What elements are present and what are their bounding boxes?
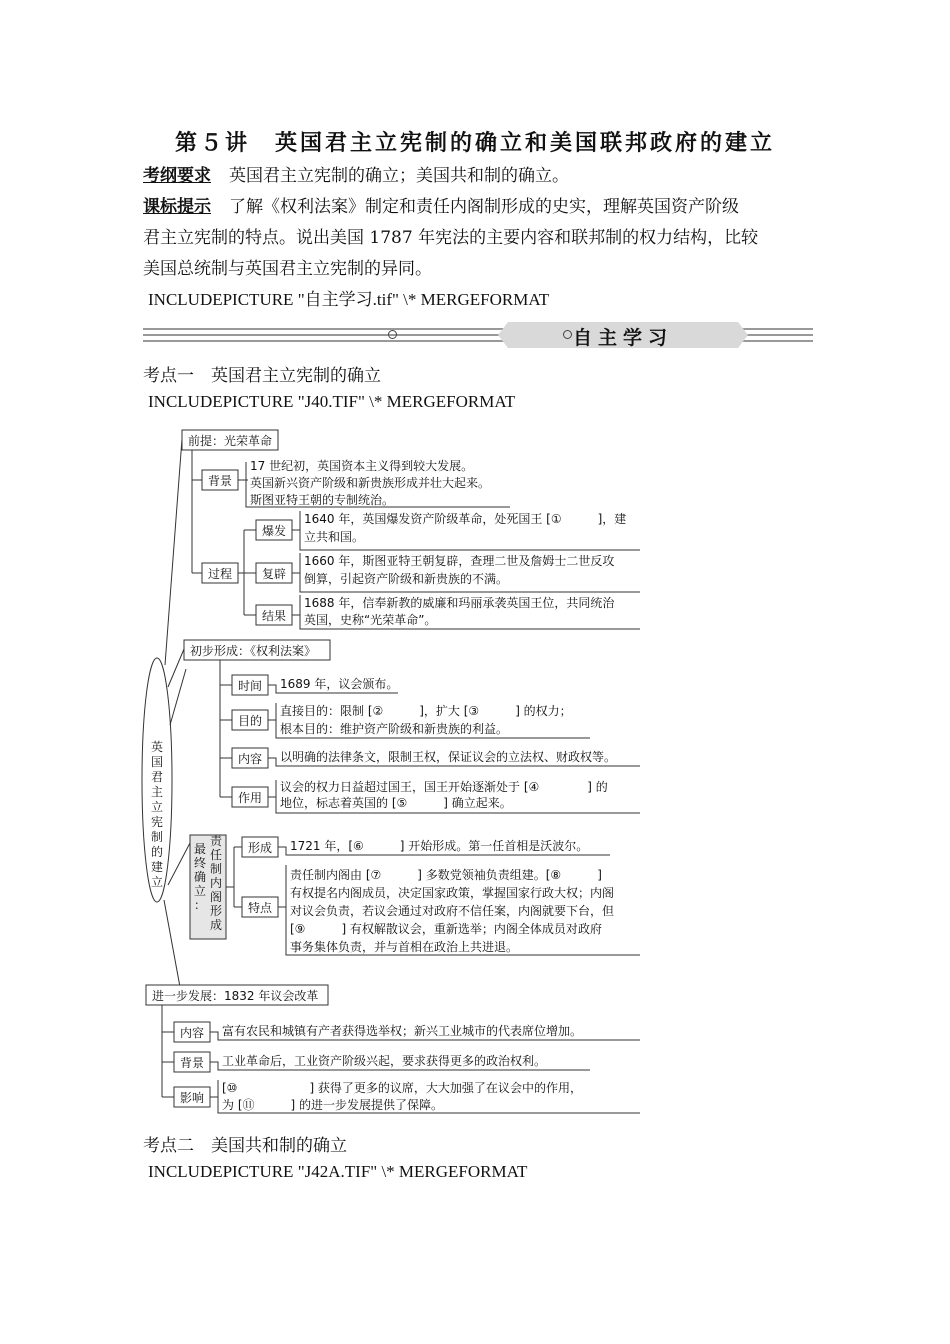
root-char: 宪 — [150, 815, 164, 829]
include-field-2: INCLUDEPICTURE "J40.TIF" \* MERGEFORMAT — [148, 392, 516, 411]
feature-line-1: 责任制内阁由 [⑦ ] 多数党领袖负责组建。[⑧ ] — [290, 868, 602, 882]
root-text — [151, 740, 163, 889]
premise-tree-lines — [192, 450, 202, 573]
page-title: 第５讲 英国君主立宪制的确立和美国联邦政府的建立 — [174, 130, 775, 156]
root-char: 立 — [150, 800, 164, 814]
initial-tree-lines — [220, 660, 232, 797]
include-field-1: INCLUDEPICTURE "自主学习.tif" \* MERGEFORMAT — [148, 290, 550, 309]
root-char: 国 — [150, 755, 164, 769]
standard-line-2: 君主立宪制的特点。说出美国 1787 年宪法的主要内容和联邦制的权力结构，比较 — [143, 228, 759, 248]
further-content-text: 富有农民和城镇有产者获得选举权；新兴工业城市的代表席位增加。 — [222, 1024, 583, 1038]
result-line-1: 1688 年，信奉新教的威廉和玛丽承袭英国王位，共同统治 — [304, 596, 615, 610]
section-1-heading: 考点一 英国君主立宪制的确立 — [143, 366, 381, 386]
svg-text:：: ： — [193, 898, 207, 912]
time-text: 1689 年，议会颁布。 — [280, 677, 399, 691]
background-line-3: 斯图亚特王朝的专制统治。 — [250, 493, 395, 507]
svg-text:终: 终 — [193, 856, 207, 870]
outbreak-line-1: 1640 年，英国爆发资产阶级革命，处死国王 [① ]，建 — [304, 512, 627, 526]
root-char: 建 — [150, 860, 164, 874]
feature-line-4: [⑨ ] 有权解散议会，重新选举；内阁全体成员对政府 — [290, 922, 602, 936]
further-background-label: 背景 — [180, 1056, 205, 1070]
aim-line-1: 直接目的：限制 [② ]，扩大 [③ ] 的权力； — [280, 704, 572, 718]
further-background-text: 工业革命后，工业资产阶级兴起，要求获得更多的政治权利。 — [222, 1054, 547, 1068]
background-line-2: 英国新兴资产阶级和新贵族形成并壮大起来。 — [250, 476, 491, 490]
result-label: 结果 — [262, 609, 287, 623]
restoration-label: 复辟 — [262, 567, 287, 581]
svg-text:制: 制 — [209, 862, 223, 876]
root-char: 君 — [150, 770, 164, 784]
final-tree-lines — [226, 847, 242, 907]
effect-label: 作用 — [238, 791, 263, 805]
background-label: 背景 — [208, 474, 233, 488]
feature-line-5: 事务集体负责，并与首相在政治上共进退。 — [290, 940, 519, 954]
standard-line-1: 了解《权利法案》制定和责任内阁制形成的史实，理解英国资产阶级 — [229, 197, 739, 217]
content-text: 以明确的法律条文，限制王权，保证议会的立法权、财政权等。 — [280, 750, 617, 764]
mind-map-diagram — [140, 425, 650, 1120]
outbreak-line-2: 立共和国。 — [304, 530, 365, 544]
svg-text:成: 成 — [209, 918, 223, 932]
svg-text:形: 形 — [209, 904, 223, 918]
process-label: 过程 — [208, 567, 233, 581]
requirement-label: 考纲要求 — [143, 166, 211, 186]
further-impact-label: 影响 — [180, 1091, 205, 1105]
root-char: 立 — [150, 875, 164, 889]
include-field-3: INCLUDEPICTURE "J42A.TIF" \* MERGEFORMAT — [148, 1162, 528, 1181]
outbreak-label: 爆发 — [262, 524, 287, 538]
effect-line-1: 议会的权力日益超过国王，国王开始逐渐处于 [④ ] 的 — [280, 780, 608, 794]
background-line-1: 17 世纪初，英国资本主义得到较大发展。 — [250, 459, 474, 473]
form-label: 形成 — [248, 841, 273, 855]
svg-text:任: 任 — [209, 848, 223, 862]
banner-title: 自主学习 — [572, 327, 673, 349]
svg-text:确: 确 — [193, 870, 207, 884]
section-banner — [143, 322, 813, 348]
standard-label: 课标提示 — [143, 197, 211, 217]
svg-text:责: 责 — [209, 834, 223, 848]
effect-line-2: 地位，标志着英国的 [⑤ ] 确立起来。 — [280, 796, 512, 810]
restoration-line-1: 1660 年，斯图亚特王朝复辟，查理二世及詹姆士二世反攻 — [304, 554, 615, 568]
svg-text:立: 立 — [193, 884, 207, 898]
initial-formation-label: 初步形成：《权利法案》 — [190, 644, 317, 658]
requirement-paragraph — [143, 161, 813, 192]
further-impact-line-2: 为 [⑪ ] 的进一步发展提供了保障。 — [222, 1098, 443, 1112]
root-char: 主 — [150, 785, 164, 799]
feature-label: 特点 — [248, 901, 273, 915]
premise-label: 前提：光荣革命 — [188, 434, 273, 448]
aim-label: 目的 — [238, 714, 263, 728]
banner-dot-left-icon — [388, 330, 397, 339]
further-tree-lines — [162, 1005, 174, 1097]
svg-text:阁: 阁 — [209, 890, 223, 904]
time-label: 时间 — [238, 679, 263, 693]
further-content-label: 内容 — [180, 1026, 205, 1040]
further-impact-line-1: [⑩ ] 获得了更多的议席，大大加强了在议会中的作用， — [222, 1081, 582, 1095]
restoration-line-2: 倒算，引起资产阶级和新贵族的不满。 — [304, 572, 509, 586]
root-char: 英 — [150, 740, 164, 754]
further-development-label: 进一步发展：1832 年议会改革 — [152, 989, 319, 1003]
feature-line-2: 有权提名内阁成员，决定国家政策，掌握国家行政大权；内阁 — [290, 886, 615, 900]
content-label: 内容 — [238, 752, 263, 766]
requirement-text: 英国君主立宪制的确立；美国共和制的确立。 — [229, 166, 569, 186]
section-2-heading: 考点二 美国共和制的确立 — [143, 1136, 347, 1156]
aim-line-2: 根本目的：维护资产阶级和新贵族的利益。 — [280, 722, 509, 736]
standard-paragraph — [143, 192, 813, 285]
process-tree-lines — [238, 530, 256, 615]
root-char: 的 — [150, 845, 164, 859]
svg-text:内: 内 — [209, 876, 223, 890]
feature-line-3: 对议会负责，若议会通过对政府不信任案，内阁就要下台，但 — [290, 904, 615, 918]
standard-line-3: 美国总统制与英国君主立宪制的异同。 — [143, 259, 432, 279]
form-text: 1721 年，[⑥ ] 开始形成。第一任首相是沃波尔。 — [290, 839, 589, 853]
result-line-2: 英国，史称“光荣革命”。 — [304, 613, 437, 627]
root-char: 制 — [150, 830, 164, 844]
svg-text:最: 最 — [193, 842, 207, 856]
